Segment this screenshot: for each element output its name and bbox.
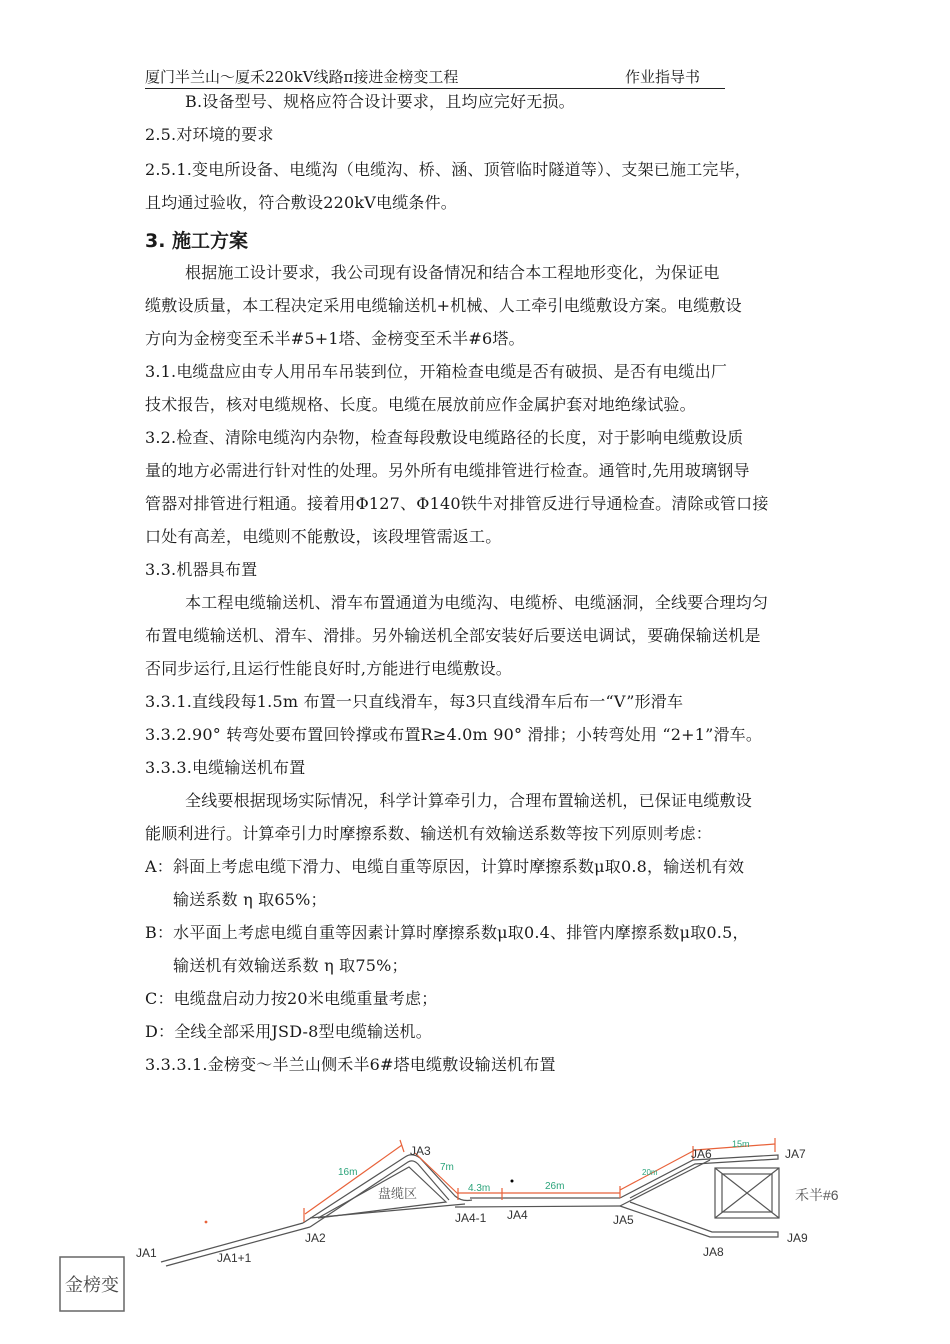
cable-route-diagram: [0, 1120, 950, 1344]
dimension-lines: [205, 1138, 775, 1223]
text-equipment-requirement: B.设备型号、规格应符合设计要求，且均应完好无损。: [185, 92, 575, 111]
dim-ja2-ja3: 16m: [338, 1167, 358, 1178]
header-doc-type: 作业指导书: [625, 68, 701, 86]
area-label: 盘缆区: [378, 1186, 418, 1201]
dim-ja3-ja4-1: 7m: [440, 1162, 454, 1173]
section-3-3-3-1: 3.3.3.1.金榜变～半兰山侧禾半6#塔电缆敷设输送机布置: [145, 1055, 556, 1074]
dim-ja6-ja7: 15m: [732, 1139, 750, 1149]
section-2-5-1-line-1: 2.5.1.变电所设备、电缆沟（电缆沟、桥、涵、顶管临时隧道等）、支架已施工完毕，: [145, 160, 751, 179]
section-2-5-1-line-2: 且均通过验收，符合敷设220kV电缆条件。: [145, 193, 457, 212]
dim-ja5-ja6: 20m: [642, 1168, 658, 1177]
node-ja1: JA1: [136, 1246, 157, 1260]
tower-symbol: [715, 1168, 779, 1218]
section-3-3-line-3: 否同步运行,且运行性能良好时,方能进行电缆敷设。: [145, 659, 512, 678]
section-2-5-title: 2.5.对环境的要求: [145, 125, 274, 144]
section-3-2-line-1: 3.2.检查、清除电缆沟内杂物，检查每段敷设电缆路径的长度，对于影响电缆敷设质: [145, 428, 744, 447]
item-c: C：电缆盘启动力按20米电缆重量考虑；: [145, 989, 438, 1008]
section-3-intro-line-3: 方向为金榜变至禾半#5+1塔、金榜变至禾半#6塔。: [145, 329, 525, 348]
node-ja8: JA8: [703, 1245, 724, 1259]
section-3-3-3-title: 3.3.3.电缆输送机布置: [145, 758, 306, 777]
node-ja2: JA2: [305, 1231, 326, 1245]
node-ja6: JA6: [691, 1147, 712, 1161]
node-ja1-1: JA1+1: [217, 1251, 252, 1265]
section-3-3-line-1: 本工程电缆输送机、滑车布置通道为电缆沟、电缆桥、电缆涵洞，全线要合理均匀: [185, 593, 769, 612]
section-3-3-title: 3.3.机器具布置: [145, 560, 258, 579]
item-b-line-2: 输送机有效输送系数 η 取75%；: [173, 956, 408, 975]
section-3-3-1: 3.3.1.直线段每1.5m 布置一只直线滑车，每3只直线滑车后布一“V”形滑车: [145, 692, 684, 711]
substation-box: [60, 1257, 124, 1311]
dim-ja4-1-ja4: 4.3m: [468, 1183, 491, 1194]
header-project-title: 厦门半兰山～厦禾220kV线路π接进金榜变工程: [145, 68, 459, 86]
tower-label: 禾半#6: [795, 1187, 839, 1203]
section-3-intro-line-1: 根据施工设计要求，我公司现有设备情况和结合本工程地形变化，为保证电: [185, 263, 720, 282]
node-ja7: JA7: [785, 1147, 806, 1161]
item-b-line-1: B：水平面上考虑电缆自重等因素计算时摩擦系数μ取0.4、排管内摩擦系数μ取0.5，: [145, 923, 749, 942]
section-3-3-3-line-1: 全线要根据现场实际情况，科学计算牵引力，合理布置输送机，已保证电缆敷设: [185, 791, 753, 810]
dim-ja4-ja5: 26m: [545, 1181, 565, 1192]
section-3-1-line-2: 技术报告，核对电缆规格、长度。电缆在展放前应作金属护套对地绝缘试验。: [145, 395, 696, 414]
substation-label: 金榜变: [65, 1275, 119, 1295]
marker-dot: [511, 1180, 514, 1183]
node-ja5: JA5: [613, 1213, 634, 1227]
section-3-2-line-2: 量的地方必需进行针对性的处理。另外所有电缆排管进行检查。通管时,先用玻璃钢导: [145, 461, 750, 480]
section-3-3-line-2: 布置电缆输送机、滑车、滑排。另外输送机全部安装好后要送电调试，要确保输送机是: [145, 626, 761, 645]
node-ja4-1: JA4-1: [455, 1211, 487, 1225]
section-3-3-2: 3.3.2.90° 转弯处要布置回铃撑或布置R≥4.0m 90° 滑排；小转弯处用 “2+1”滑车。: [145, 725, 763, 744]
item-a-line-1: A：斜面上考虑电缆下滑力、电缆自重等原因，计算时摩擦系数μ取0.8，输送机有效: [145, 857, 745, 876]
section-3-1-line-1: 3.1.电缆盘应由专人用吊车吊装到位，开箱检查电缆是否有破损、是否有电缆出厂: [145, 362, 728, 381]
node-ja4: JA4: [507, 1208, 528, 1222]
item-a-line-2: 输送系数 η 取65%；: [173, 890, 327, 909]
node-ja3: JA3: [410, 1144, 431, 1158]
section-3-3-3-line-2: 能顺利进行。计算牵引力时摩擦系数、输送机有效输送系数等按下列原则考虑：: [145, 824, 713, 843]
item-d: D：全线全部采用JSD-8型电缆输送机。: [145, 1022, 432, 1041]
section-3-2-line-3: 管器对排管进行粗通。接着用Φ127、Φ140铁牛对排管反进行导通检查。清除或管口接: [145, 494, 769, 513]
page-header: [145, 66, 725, 89]
node-ja9: JA9: [787, 1231, 808, 1245]
section-3-intro-line-2: 缆敷设质量，本工程决定采用电缆输送机+机械、人工牵引电缆敷设方案。电缆敷设: [145, 296, 742, 315]
section-3-2-line-4: 口处有高差，电缆则不能敷设，该段埋管需返工。: [145, 527, 502, 546]
section-3-heading: 3. 施工方案: [145, 230, 249, 252]
